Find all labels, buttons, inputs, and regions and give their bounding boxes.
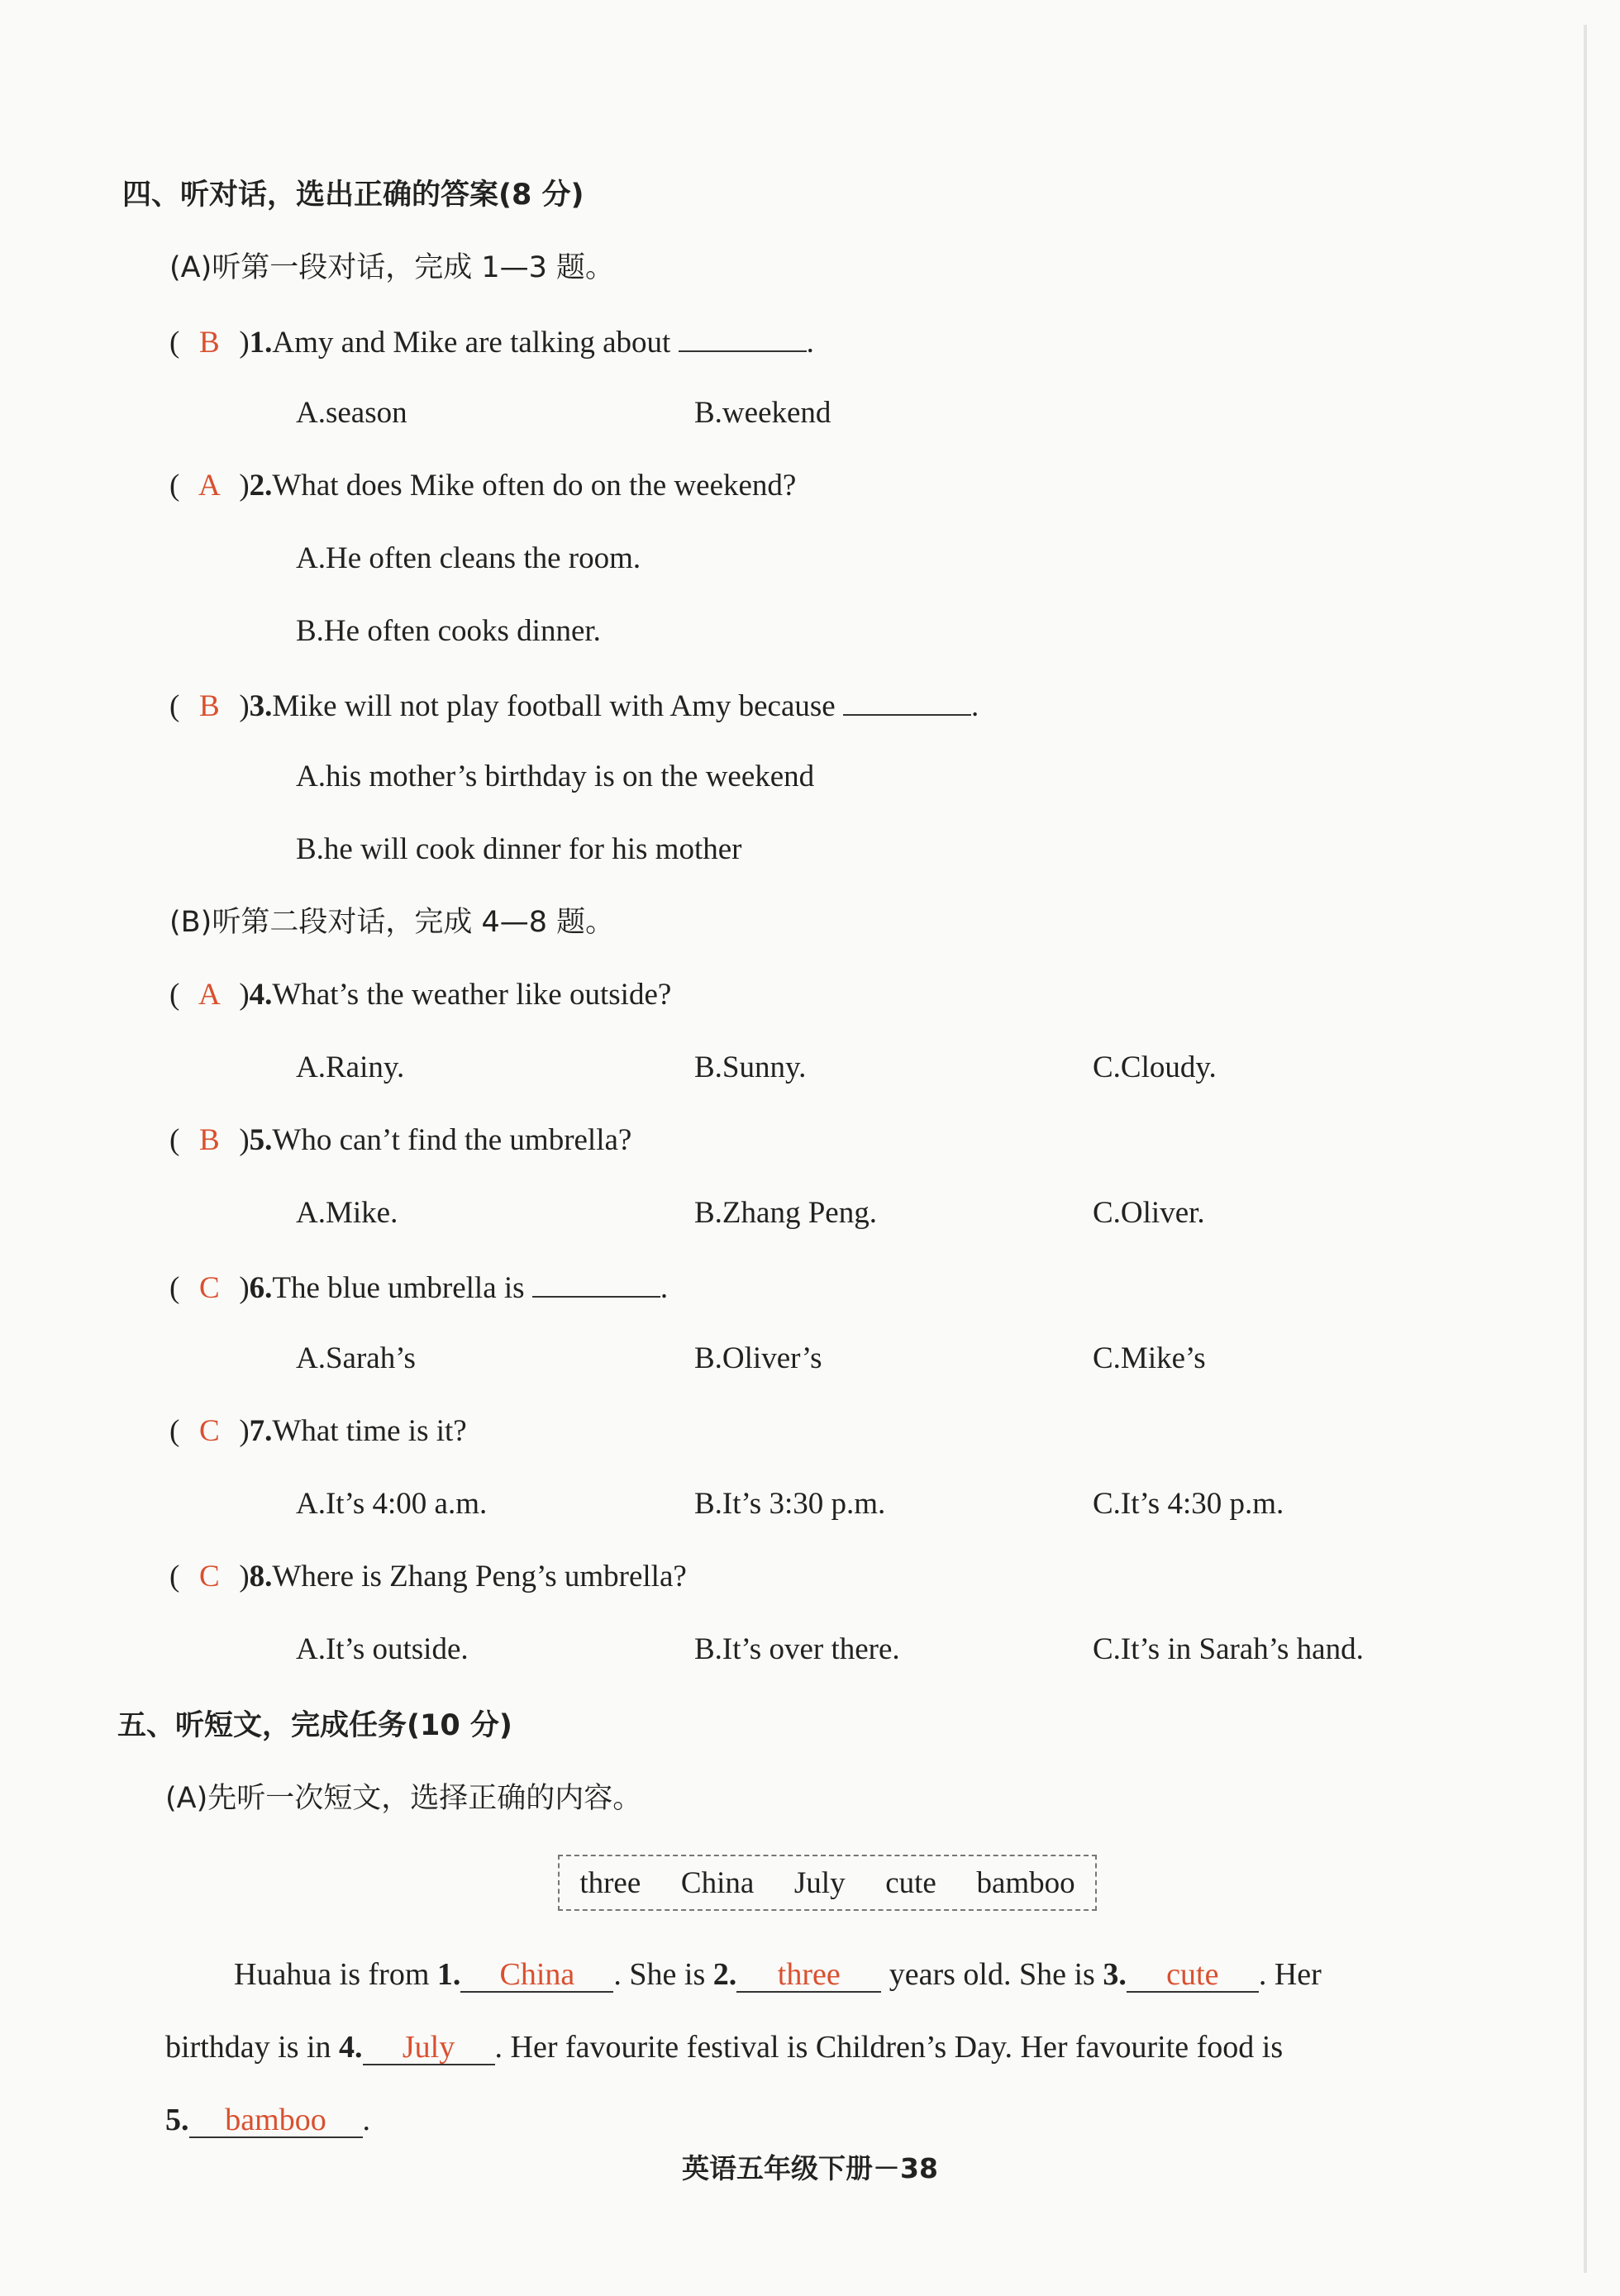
answer-6[interactable]: C	[198, 1271, 220, 1305]
blank-3[interactable]	[843, 686, 971, 716]
question-3: ( B )3.Mike will not play football with Amy because .	[169, 686, 979, 725]
word-bank-item: cute	[885, 1865, 936, 1900]
option-8b[interactable]: B.It’s over there.	[694, 1632, 900, 1666]
section4-title: 四、听对话，选出正确的答案(8 分)	[122, 179, 584, 212]
answer-4[interactable]: A	[198, 978, 221, 1012]
question-5: ( B )5.Who can’t find the umbrella?	[169, 1123, 632, 1157]
question-4: ( A )4.What’s the weather like outside?	[169, 978, 672, 1012]
answer-8[interactable]: C	[198, 1560, 220, 1593]
section5-title: 五、听短文，完成任务(10 分)	[117, 1709, 512, 1742]
question-1: ( B )1.Amy and Mike are talking about .	[169, 322, 814, 361]
blank-6[interactable]	[532, 1268, 660, 1298]
section5-partA-instruction: (A)先听一次短文，选择正确的内容。	[165, 1782, 642, 1815]
option-6a[interactable]: A.Sarah’s	[296, 1341, 416, 1375]
blank-1[interactable]	[679, 322, 807, 352]
option-5c[interactable]: C.Oliver.	[1093, 1196, 1205, 1230]
fill-blank-4[interactable]: July	[363, 2031, 495, 2065]
option-1a[interactable]: A.season	[296, 396, 407, 430]
option-8a[interactable]: A.It’s outside.	[296, 1632, 469, 1666]
answer-1[interactable]: B	[198, 326, 220, 360]
option-4b[interactable]: B.Sunny.	[694, 1050, 807, 1084]
word-bank-item: China	[680, 1865, 755, 1900]
page-footer: 英语五年级下册－38	[682, 2152, 938, 2184]
option-7c[interactable]: C.It’s 4:30 p.m.	[1093, 1487, 1284, 1521]
passage-line-3: 5. bamboo .	[165, 2103, 370, 2137]
fill-blank-1[interactable]: China	[460, 1958, 613, 1993]
option-8c[interactable]: C.It’s in Sarah’s hand.	[1093, 1632, 1364, 1666]
question-2: ( A )2.What does Mike often do on the weekend?	[169, 469, 797, 503]
answer-7[interactable]: C	[198, 1414, 220, 1448]
fill-blank-5[interactable]: bamboo	[189, 2103, 363, 2138]
word-bank-item: July	[793, 1865, 846, 1900]
option-3b[interactable]: B.he will cook dinner for his mother	[296, 832, 742, 866]
question-6: ( C )6.The blue umbrella is .	[169, 1268, 668, 1307]
option-3a[interactable]: A.his mother’s birthday is on the weekend	[296, 760, 815, 793]
option-4a[interactable]: A.Rainy.	[296, 1050, 405, 1084]
option-5a[interactable]: A.Mike.	[296, 1196, 398, 1230]
answer-5[interactable]: B	[198, 1123, 220, 1157]
passage-line-1: Huahua is from 1. China . She is 2. three years old. She is 3. cute . Her	[234, 1957, 1322, 1992]
option-6b[interactable]: B.Oliver’s	[694, 1341, 822, 1375]
word-bank-item: bamboo	[976, 1865, 1075, 1900]
fill-blank-2[interactable]: three	[736, 1958, 881, 1993]
option-6c[interactable]: C.Mike’s	[1093, 1341, 1206, 1375]
passage-line-2: birthday is in 4. July . Her favourite festival is Children’s Day. Her favourite food is	[165, 2030, 1284, 2065]
option-7a[interactable]: A.It’s 4:00 a.m.	[296, 1487, 488, 1521]
option-1b[interactable]: B.weekend	[694, 396, 831, 430]
option-2b[interactable]: B.He often cooks dinner.	[296, 614, 601, 648]
section4-partB-instruction: (B)听第二段对话，完成 4—8 题。	[169, 906, 615, 939]
option-5b[interactable]: B.Zhang Peng.	[694, 1196, 877, 1230]
page-edge	[1584, 25, 1587, 2273]
word-bank-item: three	[579, 1865, 641, 1900]
option-2a[interactable]: A.He often cleans the room.	[296, 541, 641, 575]
question-8: ( C )8.Where is Zhang Peng’s umbrella?	[169, 1560, 687, 1593]
fill-blank-3[interactable]: cute	[1127, 1958, 1259, 1993]
option-4c[interactable]: C.Cloudy.	[1093, 1050, 1217, 1084]
question-7: ( C )7.What time is it?	[169, 1414, 467, 1448]
answer-2[interactable]: A	[198, 469, 221, 503]
option-7b[interactable]: B.It’s 3:30 p.m.	[694, 1487, 886, 1521]
word-bank	[558, 1855, 1097, 1911]
section4-partA-instruction: (A)听第一段对话，完成 1—3 题。	[169, 251, 615, 284]
answer-3[interactable]: B	[198, 689, 220, 723]
